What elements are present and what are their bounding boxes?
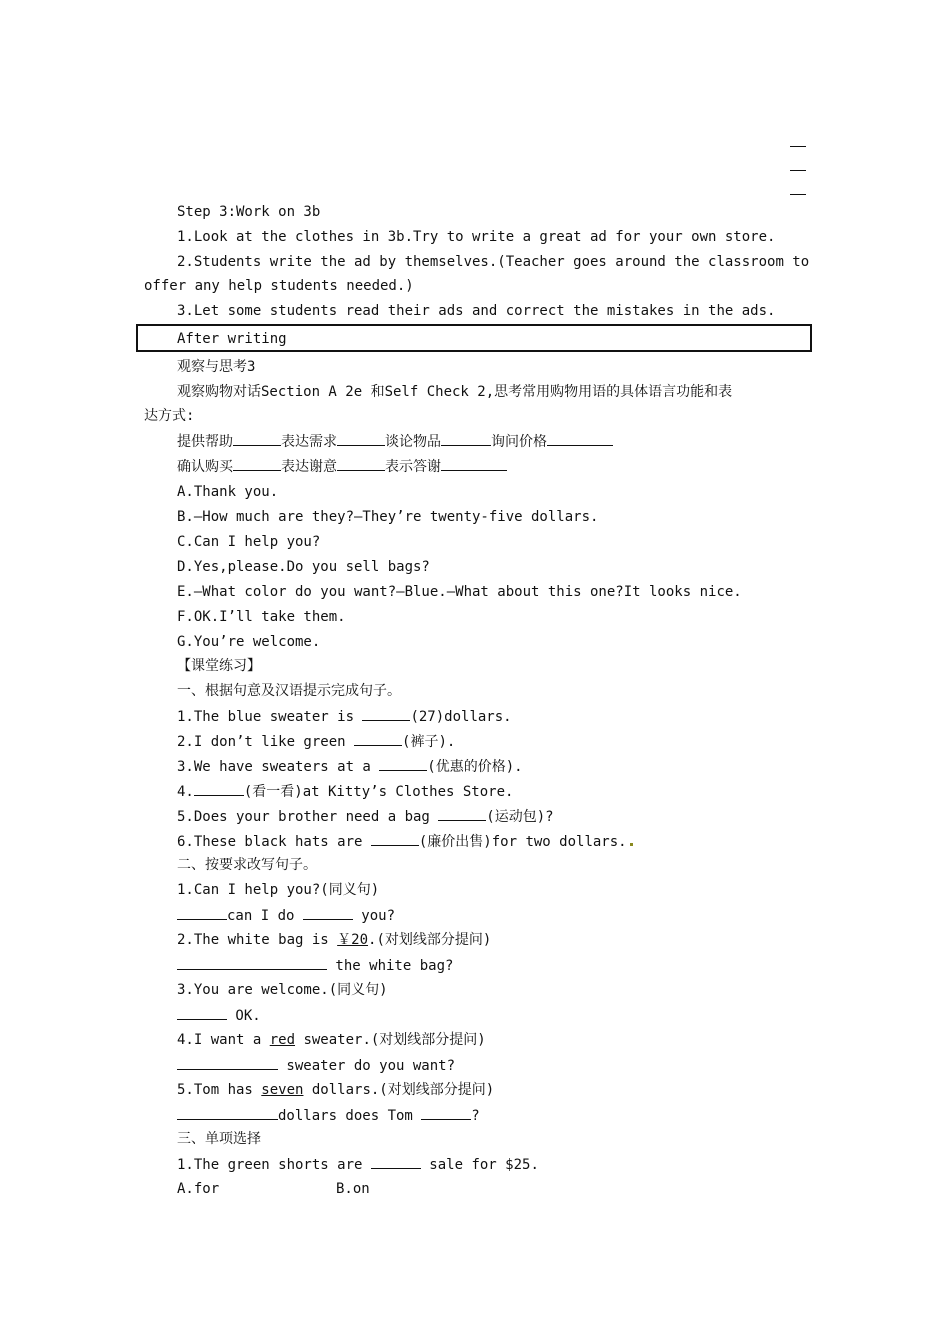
question-text: (廉价出售)for two dollars. [418, 834, 627, 850]
question-text: (优惠的价格). [427, 759, 523, 775]
answer-blank[interactable] [438, 806, 486, 821]
part2-q5-answer [177, 1105, 480, 1126]
function-label: 表示答谢 [385, 459, 441, 475]
question-text: 2.I don’t like green [177, 734, 355, 750]
step3-item-2: 2.Students write the ad by themselves.(Teacher goes around the classroom to [177, 254, 810, 270]
part2-q5 [177, 1080, 494, 1100]
answer-blank[interactable] [177, 1055, 278, 1070]
answer-blank[interactable] [233, 456, 281, 471]
step3-title: Step 3:Work on 3b [177, 204, 321, 220]
answer-blank[interactable] [194, 781, 244, 796]
part2-q4-answer [177, 1055, 455, 1076]
question-text: 5.Tom has [177, 1082, 262, 1098]
underlined-text: seven [261, 1082, 304, 1098]
option-f: F.OK.I’ll take them. [177, 609, 346, 625]
part3-title: 三、单项选择 [177, 1131, 261, 1147]
answer-blank[interactable] [177, 905, 227, 920]
part1-q2 [177, 731, 455, 752]
question-text: (裤子). [402, 734, 456, 750]
question-text: 1.The blue sweater is [177, 709, 363, 725]
margin-dash [790, 194, 806, 195]
question-text: 6.These black hats are [177, 834, 371, 850]
answer-blank[interactable] [371, 831, 419, 846]
part1-q4 [177, 781, 513, 802]
option-b: B.—How much are they?—They’re twenty-five dollars. [177, 509, 599, 525]
underlined-text: ￥20 [337, 932, 369, 948]
question-text: (运动包)? [486, 809, 554, 825]
answer-blank[interactable] [354, 731, 402, 746]
answer-blank[interactable] [421, 1105, 471, 1120]
answer-text: dollars does Tom [278, 1108, 422, 1124]
margin-dash [790, 170, 806, 171]
part2-q1-answer [177, 905, 395, 926]
part1-title: 一、根据句意及汉语提示完成句子。 [177, 683, 401, 699]
question-text: 2.The white bag is [177, 932, 338, 948]
option-e: E.—What color do you want?—Blue.—What about this one?It looks nice. [177, 584, 742, 600]
part2-q2 [177, 930, 491, 950]
question-text: (看一看)at Kitty’s Clothes Store. [243, 784, 514, 800]
function-label: 提供帮助 [177, 434, 233, 450]
observe-intro: 观察购物对话Section A 2e 和Self Check 2,思考常用购物用语的具体语言功能和表 [177, 384, 733, 400]
part3-option-b: B.on [336, 1181, 370, 1197]
answer-text: OK. [227, 1008, 261, 1024]
part2-q3: 3.You are welcome.(同义句) [177, 982, 388, 998]
question-text: dollars.(对划线部分提问) [303, 1082, 495, 1098]
answer-blank[interactable] [337, 431, 385, 446]
option-a: A.Thank you. [177, 484, 279, 500]
practice-header: 【课堂练习】 [177, 658, 261, 674]
question-text: sweater.(对划线部分提问) [295, 1032, 486, 1048]
margin-dash [790, 146, 806, 147]
function-row-1 [177, 431, 613, 452]
answer-text: can I do [227, 908, 303, 924]
answer-blank[interactable] [337, 456, 385, 471]
question-text: 1.The green shorts are [177, 1157, 371, 1173]
function-label: 表达谢意 [281, 459, 337, 475]
answer-blank[interactable] [233, 431, 281, 446]
question-text: (27)dollars. [410, 709, 512, 725]
answer-blank[interactable] [441, 456, 507, 471]
part3-option-a: A.for [177, 1181, 220, 1197]
answer-blank[interactable] [177, 1105, 278, 1120]
answer-blank[interactable] [547, 431, 613, 446]
function-label: 谈论物品 [385, 434, 441, 450]
step3-item-1: 1.Look at the clothes in 3b.Try to write a great ad for your own store. [177, 229, 776, 245]
answer-blank[interactable] [177, 1005, 227, 1020]
question-text: sale for $25. [420, 1157, 539, 1173]
part2-q1: 1.Can I help you?(同义句) [177, 882, 380, 898]
part2-title: 二、按要求改写句子。 [177, 857, 317, 873]
answer-text: the white bag? [327, 958, 454, 974]
function-row-2 [177, 456, 507, 477]
part2-q4 [177, 1030, 486, 1050]
option-c: C.Can I help you? [177, 534, 321, 550]
answer-blank[interactable] [371, 1154, 421, 1169]
part2-q2-answer [177, 955, 453, 976]
answer-blank[interactable] [362, 706, 410, 721]
answer-blank[interactable] [379, 756, 427, 771]
answer-text: sweater do you want? [278, 1058, 456, 1074]
question-text: 4. [177, 784, 194, 800]
question-text: 3.We have sweaters at a [177, 759, 380, 775]
answer-blank[interactable] [177, 955, 327, 970]
question-text: .(对划线部分提问) [368, 932, 492, 948]
step3-item-3: 3.Let some students read their ads and correct the mistakes in the ads. [177, 303, 776, 319]
answer-blank[interactable] [303, 905, 353, 920]
part3-q1 [177, 1154, 539, 1175]
option-d: D.Yes,please.Do you sell bags? [177, 559, 430, 575]
after-writing-heading: After writing [177, 331, 287, 347]
step3-item-2-cont: offer any help students needed.) [144, 278, 414, 294]
answer-blank[interactable] [441, 431, 491, 446]
part1-q6 [177, 831, 633, 852]
answer-text: you? [352, 908, 396, 924]
part1-q5 [177, 806, 554, 827]
part2-q3-answer [177, 1005, 261, 1026]
stray-dot [630, 843, 633, 846]
part1-q1 [177, 706, 512, 727]
question-text: 5.Does your brother need a bag [177, 809, 439, 825]
function-label: 询问价格 [491, 434, 547, 450]
question-text: 4.I want a [177, 1032, 270, 1048]
observe-title: 观察与思考3 [177, 359, 256, 375]
observe-intro-cont: 达方式: [144, 408, 195, 424]
underlined-text: red [269, 1032, 296, 1048]
answer-text: ? [471, 1108, 480, 1124]
option-g: G.You’re welcome. [177, 634, 321, 650]
function-label: 表达需求 [281, 434, 337, 450]
part1-q3 [177, 756, 523, 777]
function-label: 确认购买 [177, 459, 233, 475]
